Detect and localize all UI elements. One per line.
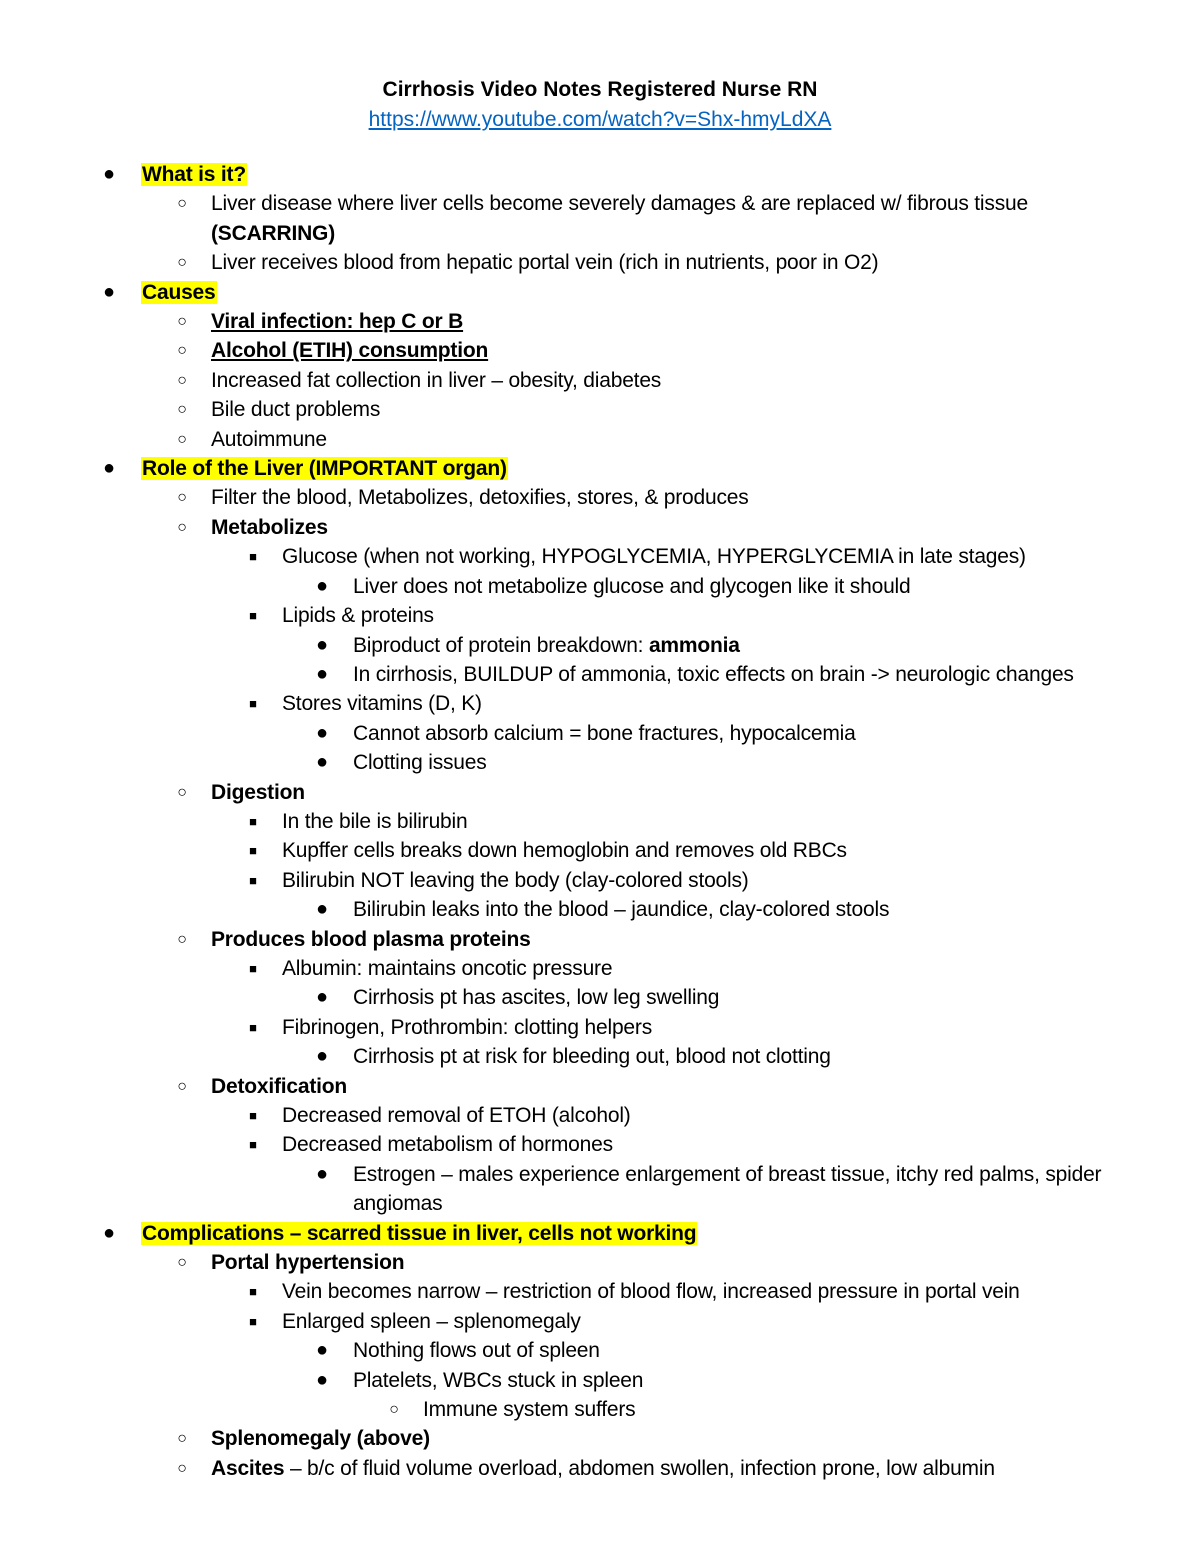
- outline-item-text: [282, 542, 1102, 571]
- text-run: What is it?: [142, 163, 246, 186]
- square-bullet-icon: ■: [249, 696, 257, 712]
- bold-circle-bullet-icon: ○: [177, 1430, 187, 1448]
- outline-item-level-3: [0, 1277, 1200, 1306]
- outline-item-text: [141, 160, 1200, 189]
- outline-item-level-1: [0, 1219, 1200, 1248]
- circle-bullet-icon: ○: [177, 489, 187, 507]
- outline-item-text: [353, 719, 1113, 748]
- outline-item-text: [211, 1248, 1091, 1277]
- document-title: Cirrhosis Video Notes Registered Nurse RN: [382, 78, 818, 101]
- text-run: Glucose (when not working, HYPOGLYCEMIA, HYPERGLYCEMIA in late stages): [282, 545, 1026, 569]
- outline-item-level-3: [0, 1307, 1200, 1336]
- text-run: Cirrhosis pt at risk for bleeding out, blood not clotting: [353, 1045, 831, 1069]
- outline-item-text: [282, 689, 1102, 718]
- outline-item-text: [282, 1101, 1102, 1130]
- item-text: [353, 1369, 643, 1392]
- square-bullet-icon: ■: [249, 872, 257, 888]
- outline-item-text: [353, 983, 1113, 1012]
- highlighted-heading: [141, 1222, 697, 1245]
- outline-item-level-2: [0, 395, 1200, 424]
- text-run: Produces blood plasma proteins: [211, 927, 531, 951]
- outline-item-text: [282, 954, 1102, 983]
- circle-bullet-icon: ○: [389, 1401, 399, 1419]
- outline-item-level-1: [0, 454, 1200, 483]
- outline-item-level-4: [0, 1336, 1200, 1365]
- outline-item-text: [211, 366, 1091, 395]
- item-text: [211, 398, 380, 421]
- text-run: Filter the blood, Metabolizes, detoxifies, stores, & produces: [211, 486, 749, 510]
- item-text: [211, 1427, 430, 1450]
- circle-bullet-icon: ○: [177, 195, 187, 213]
- text-run: In the bile is bilirubin: [282, 809, 468, 833]
- text-run: (SCARRING): [211, 221, 335, 245]
- outline-item-level-2: [0, 189, 1200, 248]
- disc-bullet-icon: ●: [316, 1368, 328, 1391]
- outline-item-level-4: [0, 895, 1200, 924]
- text-run: Albumin: maintains oncotic pressure: [282, 956, 613, 980]
- item-text: [282, 1133, 613, 1156]
- item-text: [211, 928, 531, 951]
- text-run: Complications – scarred tissue in liver, cells not working: [142, 1221, 697, 1245]
- outline-item-text: [353, 660, 1113, 689]
- outline-item-level-4: [0, 719, 1200, 748]
- outline-item-level-3: [0, 836, 1200, 865]
- text-run: Lipids & proteins: [282, 604, 434, 628]
- square-bullet-icon: ■: [249, 843, 257, 859]
- item-text: [423, 1398, 635, 1421]
- outline-item-text: [282, 1130, 1102, 1159]
- outline-item-text: [211, 307, 1091, 336]
- disc-bullet-icon: ●: [103, 457, 115, 480]
- text-run: Liver receives blood from hepatic portal vein (rich in nutrients, poor in O2): [211, 251, 879, 275]
- text-run: Enlarged spleen – splenomegaly: [282, 1309, 581, 1333]
- outline-item-level-4: [0, 1160, 1200, 1219]
- square-bullet-icon: ■: [249, 1313, 257, 1329]
- item-text: [211, 251, 878, 274]
- youtube-link[interactable]: https://www.youtube.com/watch?v=Shx-hmyLdXA: [368, 108, 832, 131]
- square-bullet-icon: ■: [249, 1108, 257, 1123]
- text-run: Liver does not metabolize glucose and glycogen like it should: [353, 574, 911, 598]
- outline-item-level-2: [0, 425, 1200, 454]
- text-run: Immune system suffers: [423, 1398, 636, 1422]
- outline-item-text: [141, 278, 1200, 307]
- item-text: [211, 1457, 995, 1480]
- outline-item-text: [282, 807, 1102, 836]
- item-text: [282, 545, 1026, 568]
- square-bullet-icon: ■: [249, 1284, 257, 1300]
- circle-bullet-icon: ○: [177, 1459, 187, 1477]
- outline-item-level-1: [0, 160, 1200, 189]
- outline-item-text: [282, 1013, 1102, 1042]
- outline-item-level-4: [0, 572, 1200, 601]
- text-run: Vein becomes narrow – restriction of blood flow, increased pressure in portal vein: [282, 1280, 1020, 1304]
- bold-circle-bullet-icon: ○: [177, 313, 187, 331]
- bold-circle-bullet-icon: ○: [177, 1254, 187, 1272]
- item-text: [353, 1339, 600, 1362]
- outline-item-text: [211, 1072, 1091, 1101]
- outline-item-level-3: [0, 954, 1200, 983]
- outline-item-text: [141, 454, 1200, 483]
- text-run: Metabolizes: [211, 515, 328, 539]
- outline-item-text: [211, 336, 1091, 365]
- bold-circle-bullet-icon: ○: [177, 930, 187, 948]
- outline-item-level-2: [0, 513, 1200, 542]
- item-text: [211, 192, 1028, 244]
- outline-item-level-2: [0, 778, 1200, 807]
- outline-item-level-2: [0, 307, 1200, 336]
- circle-bullet-icon: ○: [177, 430, 187, 448]
- highlighted-heading: [141, 457, 508, 480]
- outline-item-text: [211, 248, 1091, 277]
- outline-item-text: [211, 395, 1091, 424]
- bold-circle-bullet-icon: ○: [177, 1077, 187, 1095]
- item-text: [211, 428, 327, 451]
- circle-bullet-icon: ○: [177, 371, 187, 389]
- square-bullet-icon: ■: [249, 549, 257, 565]
- outline-item-level-4: [0, 660, 1200, 689]
- disc-bullet-icon: ●: [316, 751, 328, 774]
- disc-bullet-icon: ●: [103, 163, 115, 185]
- item-text: [353, 898, 889, 921]
- outline-item-level-2: [0, 1072, 1200, 1101]
- item-text: [353, 1045, 831, 1068]
- square-bullet-icon: ■: [249, 960, 257, 976]
- text-run: Nothing flows out of spleen: [353, 1339, 600, 1363]
- item-text: [282, 692, 482, 715]
- text-run: Fibrinogen, Prothrombin: clotting helpers: [282, 1015, 652, 1039]
- text-run: Portal hypertension: [211, 1251, 405, 1275]
- item-text: [211, 781, 305, 804]
- outline-item-level-1: [0, 278, 1200, 307]
- disc-bullet-icon: ●: [316, 721, 328, 744]
- outline-item-level-5: [0, 1395, 1200, 1424]
- item-text: [282, 1016, 652, 1039]
- outline-item-level-4: [0, 1366, 1200, 1395]
- outline-item-level-3: [0, 689, 1200, 718]
- item-text: [282, 1310, 581, 1333]
- text-run: Increased fat collection in liver – obesity, diabetes: [211, 368, 662, 392]
- item-text: [282, 604, 434, 627]
- disc-bullet-icon: ●: [316, 633, 328, 656]
- item-text: [282, 957, 612, 980]
- text-run: In cirrhosis, BUILDUP of ammonia, toxic effects on brain -> neurologic changes: [353, 662, 1074, 686]
- outline-item-text: [211, 1454, 1091, 1483]
- highlighted-heading: [141, 281, 217, 304]
- outline-item-text: [353, 631, 1113, 660]
- item-text: [282, 1104, 631, 1127]
- text-run: Clotting issues: [353, 751, 487, 775]
- outline-item-text: [353, 1366, 1113, 1395]
- outline-item-text: [211, 189, 1091, 248]
- outline-item-text: [423, 1395, 1200, 1424]
- text-run: ammonia: [648, 633, 740, 657]
- item-text: [282, 810, 467, 833]
- outline-item-level-2: [0, 483, 1200, 512]
- text-run: Autoimmune: [211, 427, 327, 451]
- outline-item-text: [353, 1160, 1113, 1219]
- disc-bullet-icon: ●: [103, 280, 115, 303]
- outline-item-text: [353, 895, 1113, 924]
- text-run: Digestion: [211, 780, 305, 804]
- text-run: Platelets, WBCs stuck in spleen: [353, 1368, 644, 1392]
- item-text: [211, 486, 749, 509]
- outline-item-text: [211, 925, 1091, 954]
- text-run: Biproduct of protein breakdown:: [353, 633, 649, 657]
- square-bullet-icon: ■: [249, 813, 257, 829]
- text-run: Stores vitamins (D, K): [282, 692, 482, 716]
- bold-circle-bullet-icon: ○: [177, 342, 187, 360]
- text-run: – b/c of fluid volume overload, abdomen swollen, infection prone, low albumin: [284, 1456, 995, 1480]
- item-text: [211, 1251, 404, 1274]
- outline-item-text: [353, 1042, 1113, 1071]
- text-run: Bile duct problems: [211, 398, 381, 422]
- item-text: [353, 1163, 1101, 1215]
- outline-item-level-2: [0, 1454, 1200, 1483]
- text-run: Detoxification: [211, 1074, 348, 1098]
- outline-item-text: [282, 836, 1102, 865]
- item-text: [211, 310, 463, 333]
- disc-bullet-icon: ●: [316, 986, 328, 1009]
- disc-bullet-icon: ●: [316, 1339, 328, 1362]
- outline-item-text: [282, 601, 1102, 630]
- text-run: Splenomegaly (above): [211, 1427, 430, 1451]
- text-run: Decreased removal of ETOH (alcohol): [282, 1104, 631, 1127]
- highlighted-heading: [141, 163, 247, 186]
- text-run: Cirrhosis pt has ascites, low leg swelling: [353, 986, 720, 1010]
- text-run: Bilirubin NOT leaving the body (clay-colored stools): [282, 868, 749, 892]
- disc-bullet-icon: ●: [103, 1221, 115, 1244]
- outline-item-level-3: [0, 542, 1200, 571]
- item-text: [353, 722, 856, 745]
- outline-item-level-3: [0, 1130, 1200, 1159]
- item-text: [353, 751, 487, 774]
- text-run: Cannot absorb calcium = bone fractures, hypocalcemia: [353, 721, 856, 745]
- item-text: [211, 516, 328, 539]
- outline-item-level-2: [0, 1424, 1200, 1453]
- item-text: [353, 986, 719, 1009]
- outline-item-level-4: [0, 748, 1200, 777]
- outline-item-text: [211, 425, 1091, 454]
- outline-item-level-3: [0, 807, 1200, 836]
- item-text: [353, 634, 740, 657]
- outline-item-text: [211, 778, 1091, 807]
- circle-bullet-icon: ○: [177, 254, 187, 272]
- item-text: [353, 663, 1074, 686]
- disc-bullet-icon: ●: [316, 662, 328, 685]
- item-text: [211, 369, 661, 392]
- item-text: [282, 869, 749, 892]
- bold-circle-bullet-icon: ○: [177, 783, 187, 801]
- outline-item-level-4: [0, 631, 1200, 660]
- outline-item-text: [282, 1277, 1102, 1306]
- disc-bullet-icon: ●: [316, 1045, 328, 1068]
- text-run: Kupffer cells breaks down hemoglobin and removes old RBCs: [282, 839, 847, 863]
- item-text: [353, 575, 911, 598]
- outline-item-level-2: [0, 925, 1200, 954]
- outline-item-level-3: [0, 866, 1200, 895]
- item-text: [282, 839, 847, 862]
- item-text: [282, 1280, 1020, 1303]
- outline-item-level-3: [0, 1101, 1200, 1130]
- square-bullet-icon: ■: [249, 1019, 257, 1035]
- text-run: Decreased metabolism of hormones: [282, 1133, 613, 1157]
- text-run: Causes: [142, 280, 216, 304]
- bold-circle-bullet-icon: ○: [177, 518, 187, 536]
- text-run: Ascites: [211, 1456, 285, 1480]
- outline-item-level-4: [0, 983, 1200, 1012]
- text-run: Bilirubin leaks into the blood – jaundice, clay-colored stools: [353, 898, 890, 922]
- text-run: Role of the Liver (IMPORTANT organ): [142, 457, 507, 481]
- outline-item-level-4: [0, 1042, 1200, 1071]
- text-run: Estrogen – males experience enlargement of breast tissue, itchy red palms, spider angiomas: [353, 1162, 1102, 1216]
- item-text: [211, 339, 488, 362]
- outline-item-text: [282, 866, 1102, 895]
- square-bullet-icon: ■: [249, 1137, 257, 1153]
- text-run: Alcohol (ETIH) consumption: [211, 339, 489, 363]
- outline-item-level-2: [0, 248, 1200, 277]
- notes-outline: [0, 160, 1200, 1483]
- outline-item-text: [211, 513, 1091, 542]
- outline-item-text: [211, 1424, 1091, 1453]
- outline-item-text: [353, 572, 1113, 601]
- outline-item-text: [141, 1219, 1200, 1248]
- outline-item-text: [211, 483, 1091, 512]
- outline-item-level-3: [0, 601, 1200, 630]
- outline-item-text: [282, 1307, 1102, 1336]
- outline-item-text: [353, 748, 1113, 777]
- text-run: Viral infection: hep C or B: [211, 310, 464, 334]
- circle-bullet-icon: ○: [177, 401, 187, 419]
- square-bullet-icon: ■: [249, 608, 257, 624]
- outline-item-level-2: [0, 1248, 1200, 1277]
- outline-item-level-2: [0, 336, 1200, 365]
- disc-bullet-icon: ●: [316, 898, 328, 921]
- outline-item-text: [353, 1336, 1113, 1365]
- disc-bullet-icon: ●: [316, 574, 328, 597]
- outline-item-level-2: [0, 366, 1200, 395]
- item-text: [211, 1075, 347, 1098]
- outline-item-level-3: [0, 1013, 1200, 1042]
- text-run: Liver disease where liver cells become severely damages & are replaced w/ fibrous tissue: [211, 192, 1028, 216]
- disc-bullet-icon: ●: [316, 1162, 328, 1185]
